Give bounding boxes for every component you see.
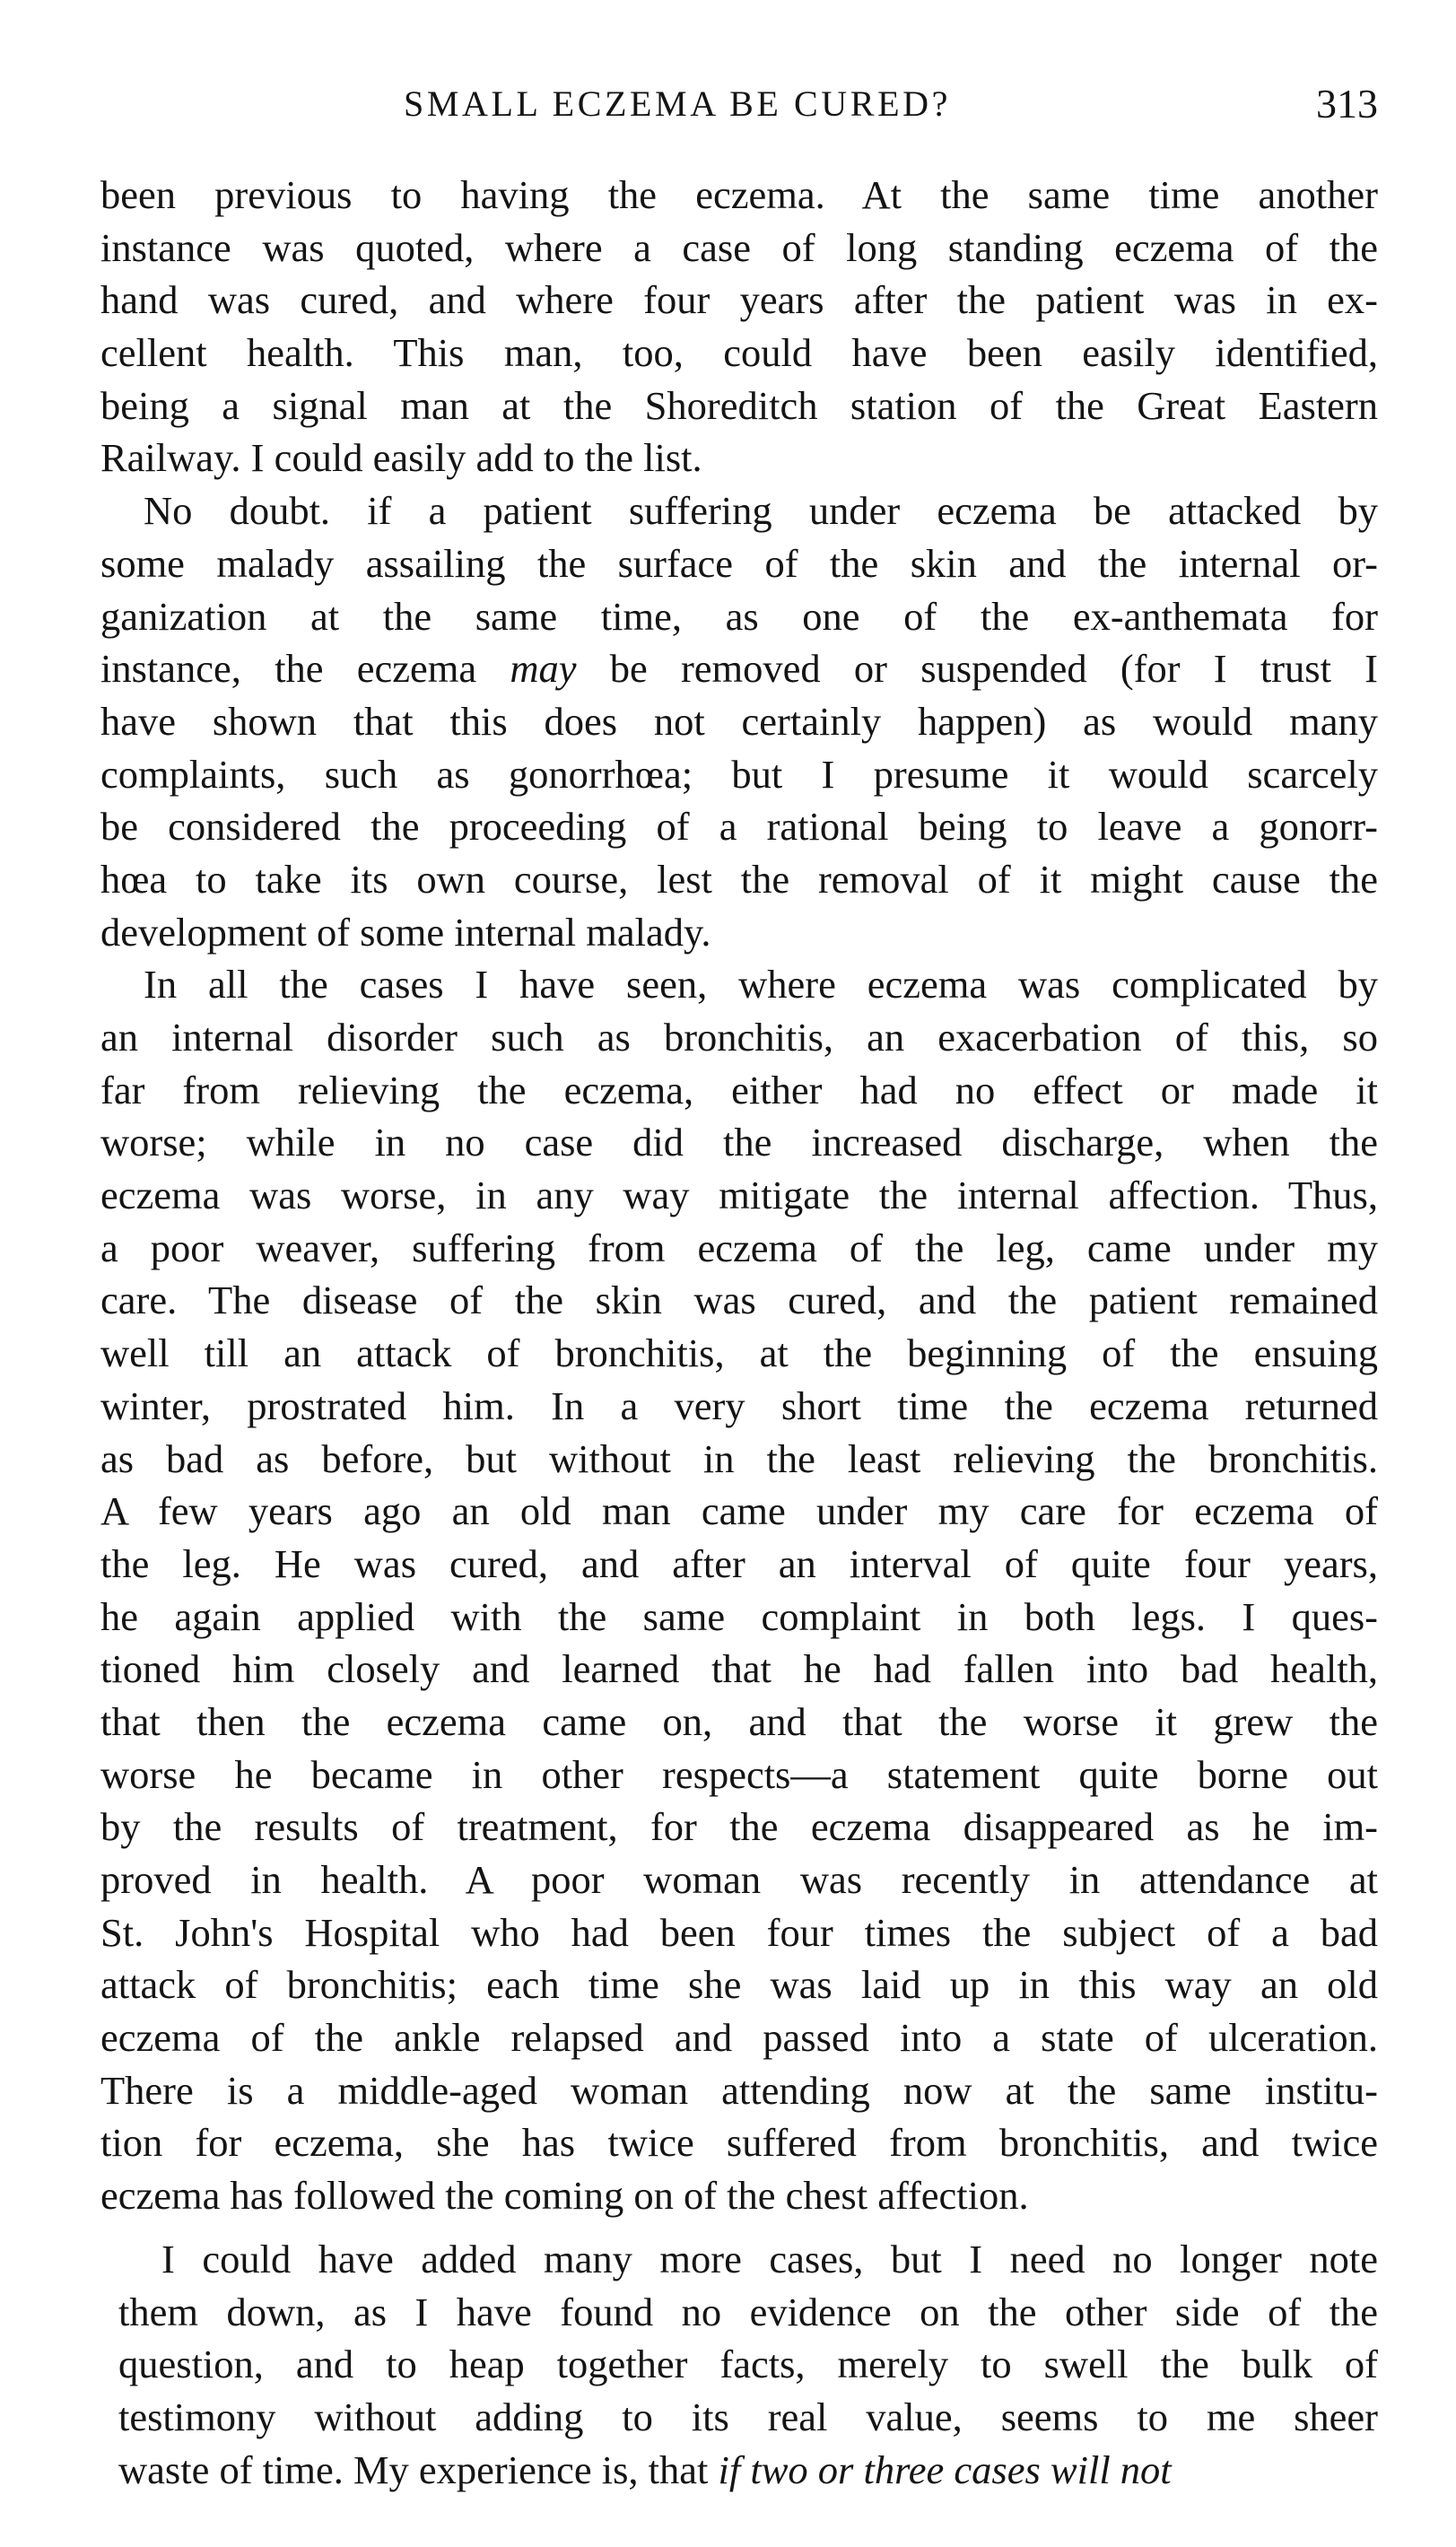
text-run: waste of time. My experience is, that	[118, 2447, 719, 2492]
text-line: tioned him closely and learned that he had fallen into bad health,	[100, 1646, 1378, 1692]
body-text	[100, 169, 1378, 2496]
paragraph	[100, 958, 1378, 2222]
text-line: being a signal man at the Shoreditch station of the Great Eastern	[100, 382, 1378, 428]
text-line: I could have added many more cases, but I need no longer note	[161, 2236, 1378, 2281]
text-run: instance, the eczema	[100, 646, 510, 692]
italic-text-run: may	[510, 646, 577, 692]
text-line	[118, 2444, 1378, 2497]
text-run: be removed or suspended (for I trust I	[576, 646, 1378, 692]
text-line: Railway. I could easily add to the list.	[100, 435, 702, 481]
text-line: been previous to having the eczema. At the same time another	[100, 172, 1378, 217]
text-line: development of some internal malady.	[100, 909, 711, 955]
text-line: worse; while in no case did the increased discharge, when the	[100, 1120, 1378, 1165]
text-line: tion for eczema, she has twice suffered from bronchitis, and twice	[100, 2120, 1378, 2166]
text-line: care. The disease of the skin was cured, and the patient remained	[100, 1278, 1378, 1323]
page-header	[100, 77, 1378, 131]
text-line: he again applied with the same complaint in both legs. I ques-	[100, 1593, 1378, 1639]
text-line: complaints, such as gonorrhœa; but I presume it would scarcely	[100, 751, 1378, 797]
paragraph	[100, 484, 1378, 958]
paragraph	[100, 2233, 1378, 2496]
running-title: SMALL ECZEMA BE CURED?	[404, 83, 951, 124]
text-line: attack of bronchitis; each time she was laid up in this way an old	[100, 1962, 1378, 2008]
text-line: No doubt. if a patient suffering under eczema be attacked by	[144, 488, 1378, 534]
text-line: proved in health. A poor woman was recently in attendance at	[100, 1857, 1378, 1902]
text-line: A few years ago an old man came under my care for eczema of	[100, 1488, 1378, 1534]
text-line: instance was quoted, where a case of long standing eczema of the	[100, 224, 1378, 270]
text-line: eczema has followed the coming on of the chest affection.	[100, 2173, 1029, 2219]
text-line: hand was cured, and where four years after the patient was in ex-	[100, 277, 1378, 323]
text-line: far from relieving the eczema, either had no effect or made it	[100, 1067, 1378, 1112]
text-line: winter, prostrated him. In a very short time the eczema returned	[100, 1383, 1378, 1428]
text-line: eczema was worse, in any way mitigate the internal affection. Thus,	[100, 1173, 1378, 1218]
text-line: have shown that this does not certainly happen) as would many	[100, 698, 1378, 744]
text-line: cellent health. This man, too, could have been easily identified,	[100, 330, 1378, 376]
text-line: There is a middle-aged woman attending now at the same institu-	[100, 2067, 1378, 2113]
text-line: as bad as before, but without in the least relieving the bronchitis.	[100, 1435, 1378, 1481]
page-number: 313	[1316, 81, 1378, 126]
text-line: worse he became in other respects—a statement quite borne out	[100, 1751, 1378, 1797]
text-line: them down, as I have found no evidence on the other side of the	[118, 2289, 1378, 2334]
text-line: that then the eczema came on, and that the worse it grew the	[100, 1698, 1378, 1744]
text-line: ganization at the same time, as one of the ex-anthemata for	[100, 593, 1378, 639]
text-line: hœa to take its own course, lest the removal of it might cause the	[100, 856, 1378, 902]
text-line	[100, 642, 1378, 695]
text-line: question, and to heap together facts, merely to swell the bulk of	[118, 2342, 1378, 2387]
text-line: St. John's Hospital who had been four times the subject of a bad	[100, 1909, 1378, 1955]
text-line: some malady assailing the surface of the skin and the internal or-	[100, 540, 1378, 586]
text-line: the leg. He was cured, and after an interval of quite four years,	[100, 1540, 1378, 1586]
text-line: be considered the proceeding of a rational being to leave a gonorr-	[100, 804, 1378, 850]
text-line: a poor weaver, suffering from eczema of the leg, came under my	[100, 1225, 1378, 1270]
italic-text-run: if two or three cases will not	[718, 2447, 1172, 2492]
text-line: an internal disorder such as bronchitis, an exacerbation of this, so	[100, 1015, 1378, 1060]
text-line: eczema of the ankle relapsed and passed into a state of ulceration.	[100, 2015, 1378, 2061]
text-line: In all the cases I have seen, where eczema was complicated by	[144, 962, 1378, 1007]
text-line: by the results of treatment, for the eczema disappeared as he im-	[100, 1804, 1378, 1850]
text-line: well till an attack of bronchitis, at the beginning of the ensuing	[100, 1330, 1378, 1376]
paragraph	[100, 169, 1378, 484]
text-line: testimony without adding to its real value, seems to me sheer	[118, 2394, 1378, 2439]
